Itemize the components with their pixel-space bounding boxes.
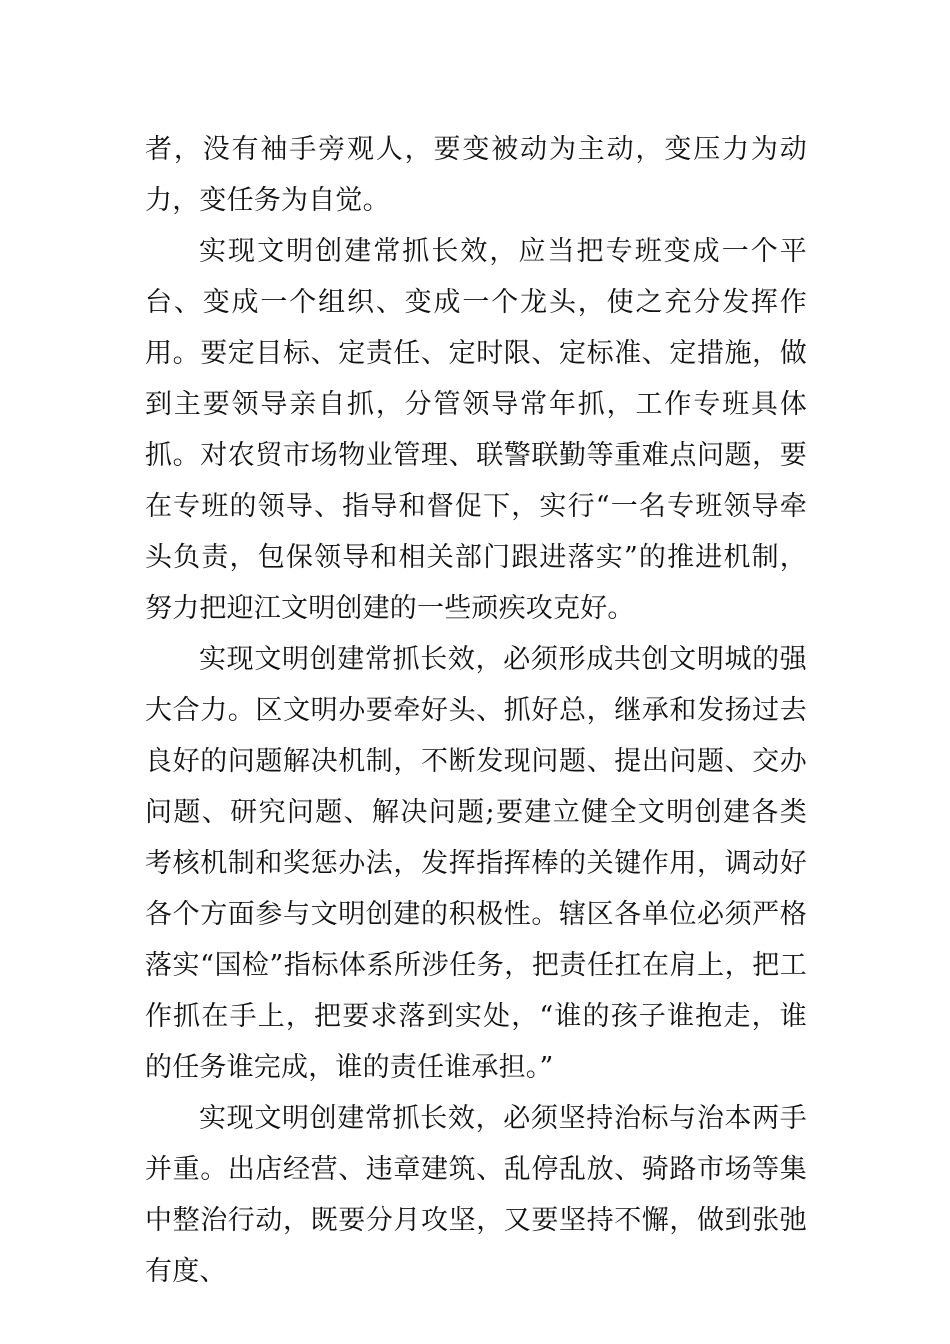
paragraph-special-team: 实现文明创建常抓长效，应当把专班变成一个平台、变成一个组织、变成一个龙头，使之充分发挥作用。要定目标、定责任、定时限、定标准、定措施，做到主要领导亲自抓，分管领导常年抓，工作专班具体抓。对农贸市场物业管理、联警联勤等重难点问题，要在专班的领导、指导和督促下，实行“一名专班领导牵头负责，包保领导和相关部门跟进落实”的推进机制，努力把迎江文明创建的一些顽疾攻克好。 (145, 236, 807, 624)
paragraph-root-cause: 实现文明创建常抓长效，必须坚持治标与治本两手并重。出店经营、违章建筑、乱停乱放、骑路市场等集中整治行动，既要分月攻坚，又要坚持不懈，做到张弛有度、 (145, 1103, 807, 1287)
paragraph-joint-force: 实现文明创建常抓长效，必须形成共创文明城的强大合力。区文明办要牵好头、抓好总，继承和发扬过去良好的问题解决机制，不断发现问题、提出问题、交办问题、研究问题、解决问题;要建立健全文明创建各类考核机制和奖惩办法，发挥指挥棒的关键作用，调动好各个方面参与文明创建的积极性。辖区各单位必须严格落实“国检”指标体系所涉任务，把责任扛在肩上，把工作抓在手上，把要求落到实处，“谁的孩子谁抱走，谁的任务谁完成，谁的责任谁承担。” (145, 644, 807, 1083)
paragraph-continuation: 者，没有袖手旁观人，要变被动为主动，变压力为动力，变任务为自觉。 (145, 134, 807, 216)
document-body (145, 124, 807, 1297)
